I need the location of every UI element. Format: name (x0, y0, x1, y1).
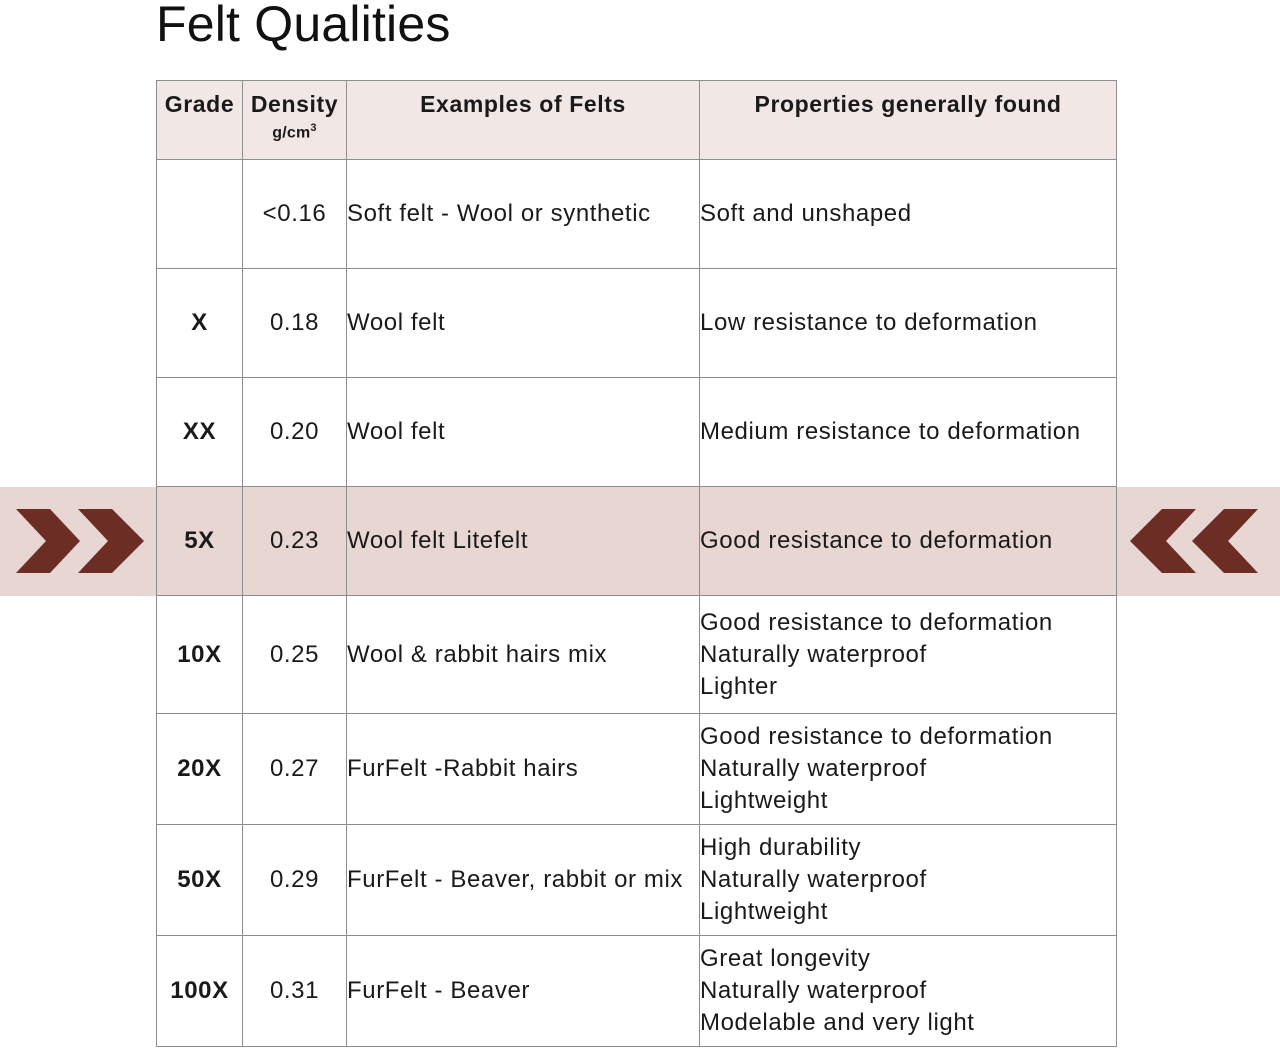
density-cell: 0.18 (243, 269, 347, 378)
properties-cell (700, 160, 1117, 269)
example-cell: Soft felt - Wool or synthetic (347, 160, 700, 269)
double-chevron-left-icon (1128, 507, 1260, 575)
property-line: Lighter (700, 672, 778, 700)
double-chevron-right-icon (14, 507, 146, 575)
density-cell: 0.27 (243, 714, 347, 825)
grade-cell: 5X (157, 487, 243, 596)
property-line: Low resistance to deformation (700, 309, 1038, 336)
properties-cell (700, 714, 1117, 825)
example-cell: FurFelt - Beaver, rabbit or mix (347, 825, 700, 936)
grade-cell (157, 160, 243, 269)
table-row (157, 596, 1117, 714)
property-line: Good resistance to deformation (700, 608, 1053, 636)
header-density-unit (243, 122, 346, 142)
example-cell: Wool & rabbit hairs mix (347, 596, 700, 714)
table-row (157, 825, 1117, 936)
table-row (157, 269, 1117, 378)
example-cell: Wool felt Litefelt (347, 487, 700, 596)
property-line: Naturally waterproof (700, 866, 927, 893)
property-line: Good resistance to deformation (700, 527, 1053, 554)
chevron-shape (78, 509, 144, 573)
density-cell: <0.16 (243, 160, 347, 269)
properties-cell (700, 378, 1117, 487)
grade-cell: 100X (157, 936, 243, 1047)
header-density (243, 81, 347, 160)
properties-cell (700, 936, 1117, 1047)
density-unit-text: g/cm (272, 124, 311, 142)
grade-cell: X (157, 269, 243, 378)
property-line: Lightweight (700, 898, 829, 925)
density-cell: 0.23 (243, 487, 347, 596)
table-header-row (157, 81, 1117, 160)
density-cell: 0.29 (243, 825, 347, 936)
table-row (157, 714, 1117, 825)
table-row (157, 936, 1117, 1047)
chevron-shape (16, 509, 80, 573)
chevron-shape (1130, 509, 1196, 573)
property-line: Naturally waterproof (700, 977, 927, 1004)
property-line: Great longevity (700, 945, 871, 972)
example-cell: FurFelt - Beaver (347, 936, 700, 1047)
property-line: Lightweight (700, 787, 829, 814)
header-grade: Grade (157, 81, 243, 160)
density-cell: 0.31 (243, 936, 347, 1047)
table-row (157, 160, 1117, 269)
properties-cell (700, 269, 1117, 378)
properties-cell (700, 596, 1117, 714)
chevron-shape (1192, 509, 1258, 573)
example-cell: Wool felt (347, 378, 700, 487)
table-row-highlighted (157, 487, 1117, 596)
properties-cell (700, 825, 1117, 936)
density-cell: 0.20 (243, 378, 347, 487)
header-examples: Examples of Felts (347, 81, 700, 160)
property-line: Modelable and very light (700, 1009, 975, 1036)
grade-cell: 50X (157, 825, 243, 936)
properties-cell (700, 487, 1117, 596)
header-density-label: Density (250, 91, 339, 117)
property-line: Naturally waterproof (700, 755, 927, 782)
property-line: Good resistance to deformation (700, 723, 1053, 750)
felt-qualities-table (156, 80, 1117, 1047)
property-line: High durability (700, 834, 862, 861)
example-cell: FurFelt -Rabbit hairs (347, 714, 700, 825)
grade-cell: XX (157, 378, 243, 487)
table-row (157, 378, 1117, 487)
property-line: Soft and unshaped (700, 200, 912, 227)
density-cell: 0.25 (243, 596, 347, 714)
page-title: Felt Qualities (156, 0, 451, 52)
header-properties: Properties generally found (700, 81, 1117, 160)
grade-cell: 10X (157, 596, 243, 714)
example-cell: Wool felt (347, 269, 700, 378)
density-unit-exponent: 3 (310, 122, 317, 134)
grade-cell: 20X (157, 714, 243, 825)
property-line: Naturally waterproof (700, 640, 927, 668)
property-line: Medium resistance to deformation (700, 418, 1081, 445)
